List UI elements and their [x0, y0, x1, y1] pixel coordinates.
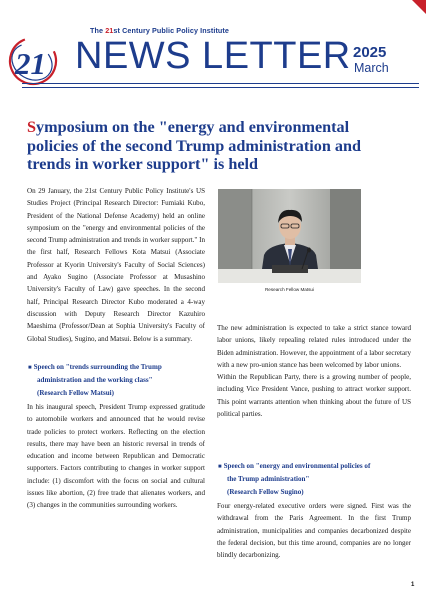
intro-paragraph: On 29 January, the 21st Century Public Policy Institute's US Studies Project (Principal Research Director: Fumiaki Kubo, President of the National Defense Academy) held an online symposium on the "energy and environmental policies of the second Trump administration and trends in worker support." In the first half, Research Fellows Kota Matsui (Associate Professor at Kyorin University's Faculty of Social Sciences) and Ayako Sugino (Associate Professor at Musashino University's Faculty of Law) gave speeches. In the second half, Principal Research Director Kubo moderated a 4-way discussion with Deputy Research Director Kazuhiro Maeshima (Professor/Dean at Sophia University's Faculty of Global Studies), Sugino, and Matsui. Below is a summary. — [27, 187, 205, 343]
article-headline: Symposium on the "energy and environmental policies of the second Trump administration and trends in worker support" is held — [27, 118, 361, 174]
institute-logo — [6, 34, 58, 86]
issue-month: March — [354, 61, 389, 75]
corner-accent — [412, 0, 426, 14]
section2-heading: ■ Speech on "energy and environmental policies of the Trump administration" (Research Fellow Sugino) — [218, 462, 371, 496]
section1-body: In his inaugural speech, President Trump expressed gratitude to automobile workers and announced that he would revise trade policies to protect workers. Reflecting on the election results, there may have been an historic reversal in trends of education and income between Republican and Democratic supporters. Factors contributing to changes in worker support include: (1) discomfort with the focus on social and cultural issues like abortion, (2) free trade that alienates workers, and (3) changes in the communities surrounding workers. — [27, 403, 205, 510]
right-paragraph-2: Within the Republican Party, there is a growing number of people, including Vice President Vance, pushing to attract worker support. This point warrants attention when thinking about the future of US political parties. — [217, 373, 411, 419]
research-fellow-photo — [218, 189, 361, 283]
svg-text:21: 21 — [15, 46, 46, 81]
right-paragraph-1: The new administration is expected to take a strict stance toward labor unions, likely repealing related rules introduced under the Biden administration. However, the appointment of a labor secretary with a new pro-union stance has been welcomed by labor unions. — [217, 324, 411, 369]
photo-caption: Research Fellow Matsui — [264, 287, 315, 292]
section2-body: Four energy-related executive orders were signed. First was the withdrawal from the Paris Agreement. In the first Trump administration, municipalities and companies decarbonized despite the federal decision, but this time around, companies are no longer blindly decarbonizing. — [217, 502, 411, 560]
section1-heading: ■ Speech on "trends surrounding the Trump administration and the working class" (Research Fellow Matsui) — [28, 363, 162, 397]
issue-year: 2025 — [353, 44, 387, 61]
newsletter-title: NEWS LETTER — [75, 35, 351, 77]
institute-name: The 21st Century Public Policy Institute — [90, 26, 230, 35]
header-rule-top — [22, 83, 419, 84]
page-number: 1 — [411, 582, 415, 588]
header-rule-bottom — [22, 87, 419, 88]
right-column-text — [217, 322, 411, 420]
